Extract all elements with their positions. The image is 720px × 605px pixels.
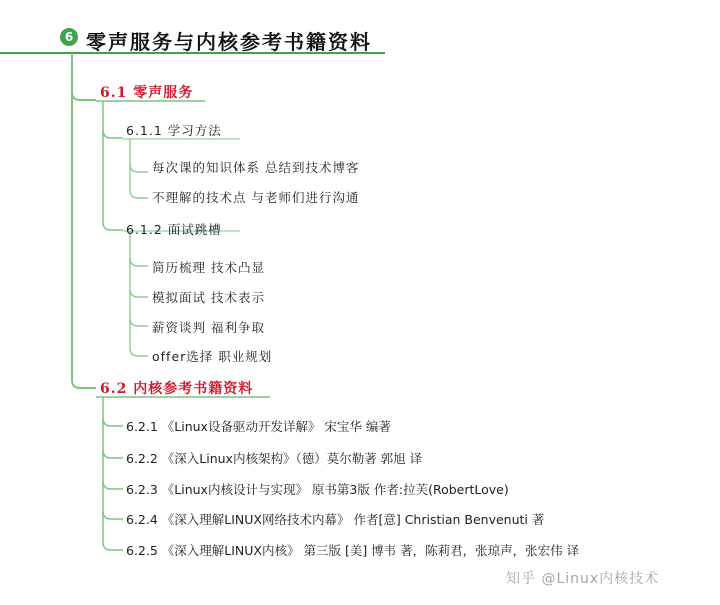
book-item: 6.2.4 《深入理解LINUX网络技术内幕》 作者[意] Christian Benvenuti 著 — [126, 512, 545, 527]
branch-6-1-1 — [103, 130, 123, 138]
book-item: 6.2.5 《深入理解LINUX内核》 第三版 [美] 博韦 著，陈莉君，张琼声，张宏伟 译 — [126, 543, 580, 558]
leaf-item: offer选择 职业规划 — [152, 349, 273, 364]
leaf-connector — [130, 289, 148, 297]
leaf-item: 模拟面试 技术表示 — [152, 290, 265, 305]
leaf-item: 不理解的技术点 与老师们进行沟通 — [152, 190, 360, 205]
sec-6-1-trunk — [103, 101, 123, 230]
subsection-6-1-1-label: 6.1.1 学习方法 — [126, 123, 222, 138]
sub-6-1-2-trunk — [130, 231, 148, 356]
branch-6-1 — [72, 92, 96, 100]
leaf-connector — [130, 258, 148, 266]
sub-6-1-1-trunk — [130, 139, 148, 198]
leaf-item: 每次课的知识体系 总结到技术博客 — [152, 160, 360, 175]
root-trunk — [72, 53, 96, 388]
book-item: 6.2.3 《Linux内核设计与实现》 原书第3版 作者:拉芙(RobertLove) — [126, 482, 509, 497]
root-title: 零声服务与内核参考书籍资料 — [86, 30, 372, 54]
sec-6-2-trunk — [103, 397, 123, 550]
root-number-badge: 6 — [60, 28, 78, 46]
book-connector — [103, 418, 123, 426]
section-6-2-label: 6.2 内核参考书籍资料 — [100, 381, 254, 397]
book-connector — [103, 481, 123, 489]
leaf-connector — [130, 164, 148, 172]
book-connector — [103, 511, 123, 519]
book-connector — [103, 450, 123, 458]
leaf-item: 薪资谈判 福利争取 — [152, 320, 265, 335]
leaf-item: 简历梳理 技术凸显 — [152, 260, 265, 275]
book-item: 6.2.1 《Linux设备驱动开发详解》 宋宝华 编著 — [126, 419, 391, 434]
watermark: 知乎 @Linux内核技术 — [506, 571, 660, 587]
book-item: 6.2.2 《深入Linux内核架构》（德）莫尔勒著 郭旭 译 — [126, 451, 423, 466]
subsection-6-1-2-label: 6.1.2 面试跳槽 — [126, 222, 222, 237]
section-6-1-label: 6.1 零声服务 — [100, 85, 194, 101]
leaf-connector — [130, 318, 148, 326]
